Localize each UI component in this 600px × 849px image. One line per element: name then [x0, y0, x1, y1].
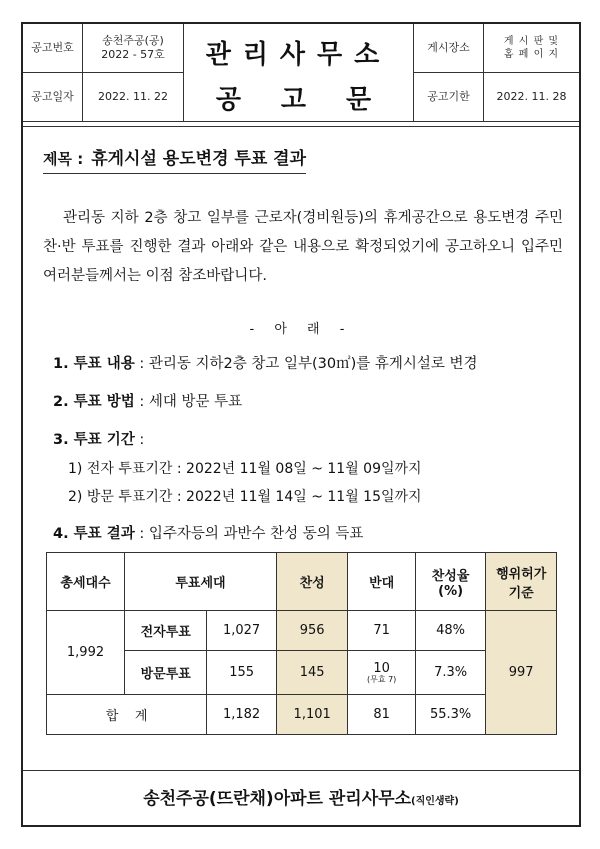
th-rate	[415, 553, 486, 611]
notice-title-line2: 공고문	[215, 85, 412, 115]
item-vote-result-label: 4. 투표 결과	[53, 526, 135, 542]
item-vote-period-label: 3. 투표 기간	[53, 432, 135, 448]
td-sum-yes: 1,101	[276, 695, 348, 735]
post-place-line1: 게 시 판 및	[503, 36, 560, 47]
th-rate-line1: 찬성율	[431, 568, 470, 584]
td-row1-count: 1,027	[207, 611, 276, 651]
subject-title: 휴게시설 용도변경 투표 결과	[91, 149, 307, 169]
td-row1-yes: 956	[276, 611, 348, 651]
notice-date-value: 2022. 11. 22	[83, 73, 184, 122]
item-vote-content-label: 1. 투표 내용	[53, 356, 135, 372]
td-row2-count: 155	[207, 651, 276, 695]
td-sum-label: 합 계	[47, 695, 207, 735]
item-vote-period	[53, 428, 144, 449]
td-sum-no: 81	[348, 695, 415, 735]
notice-period-value: 2022. 11. 28	[484, 73, 579, 122]
subject-label: 제목 :	[43, 150, 84, 168]
table-row-electronic	[47, 611, 557, 651]
td-row2-yes: 145	[276, 651, 348, 695]
notice-footer	[23, 784, 579, 809]
notice-no-value-line2: 2022 - 57호	[101, 48, 165, 61]
notice-no-value-line1: 송천주공(공)	[102, 33, 164, 47]
vote-result-table	[46, 552, 557, 735]
td-row1-no: 71	[348, 611, 415, 651]
notice-period-label: 공고기한	[414, 73, 484, 122]
post-place-label: 게시장소	[414, 24, 484, 73]
th-total-households: 총세대수	[47, 553, 125, 611]
notice-no-label: 공고번호	[23, 24, 83, 73]
td-row2-rate: 7.3%	[415, 651, 486, 695]
td-row2-no	[348, 651, 415, 695]
post-place-line2: 홈 페 이 지	[503, 49, 560, 60]
th-permit-line2: 기준	[508, 585, 534, 601]
td-permit-value	[486, 611, 557, 735]
header-divider	[23, 126, 579, 127]
item-vote-method-label: 2. 투표 방법	[53, 394, 135, 410]
td-row1-rate: 48%	[415, 611, 486, 651]
th-no: 반대	[348, 553, 415, 611]
item-vote-period-text: :	[134, 432, 145, 448]
td-row2-no-value: 10	[373, 661, 390, 676]
notice-date-label: 공고일자	[23, 73, 83, 122]
notice-no-value	[83, 24, 184, 73]
notice-subject	[43, 144, 306, 174]
th-rate-line2: (%)	[438, 583, 464, 599]
td-row2-no-note: (무효 7)	[366, 675, 397, 684]
notice-body: 관리동 지하 2층 창고 일부를 근로자(경비원등)의 휴게공간으로 용도변경 주민 찬·반 투표를 진행한 결과 아래와 같은 내용으로 확정되었기에 공고하오니 입주민 여러분들께서는 이점 참조바랍니다.	[43, 210, 563, 284]
item-vote-method-text: : 세대 방문 투표	[134, 394, 243, 410]
post-place-value	[484, 24, 579, 73]
item-vote-content	[53, 352, 478, 373]
th-permit-line1: 행위허가	[496, 566, 547, 582]
item-vote-content-text: : 관리동 지하2층 창고 일부(30㎡)를 휴게시설로 변경	[134, 356, 478, 372]
td-total-households: 1,992	[47, 611, 125, 695]
notice-frame	[21, 22, 581, 827]
notice-title-line1: 관리사무소	[205, 40, 392, 70]
td-sum-count: 1,182	[207, 695, 276, 735]
permit-value: 997	[508, 665, 534, 680]
notice-header	[23, 24, 579, 122]
th-vote-households: 투표세대	[125, 553, 277, 611]
td-row2-type: 방문투표	[125, 651, 207, 695]
footer-divider	[23, 770, 579, 771]
item-vote-result-text: : 입주자등의 과반수 찬성 동의 득표	[134, 526, 364, 542]
table-row-sum	[47, 695, 557, 735]
vote-period-electronic: 1) 전자 투표기간 : 2022년 11월 08일 ~ 11월 09일까지	[68, 461, 422, 477]
ah-title: - 아 래 -	[249, 322, 353, 337]
td-sum-rate: 55.3%	[415, 695, 486, 735]
th-permit	[486, 553, 557, 611]
item-vote-method	[53, 390, 242, 411]
footer-seal-note: (직인생략)	[411, 796, 459, 807]
th-yes: 찬성	[276, 553, 348, 611]
table-header-row	[47, 553, 557, 611]
notice-title	[184, 24, 414, 122]
td-row1-type: 전자투표	[125, 611, 207, 651]
vote-period-visit: 2) 방문 투표기간 : 2022년 11월 14일 ~ 11월 15일까지	[68, 489, 422, 505]
footer-office-name: 송천주공(뜨란채)아파트 관리사무소	[143, 789, 411, 809]
item-vote-result	[53, 522, 363, 543]
